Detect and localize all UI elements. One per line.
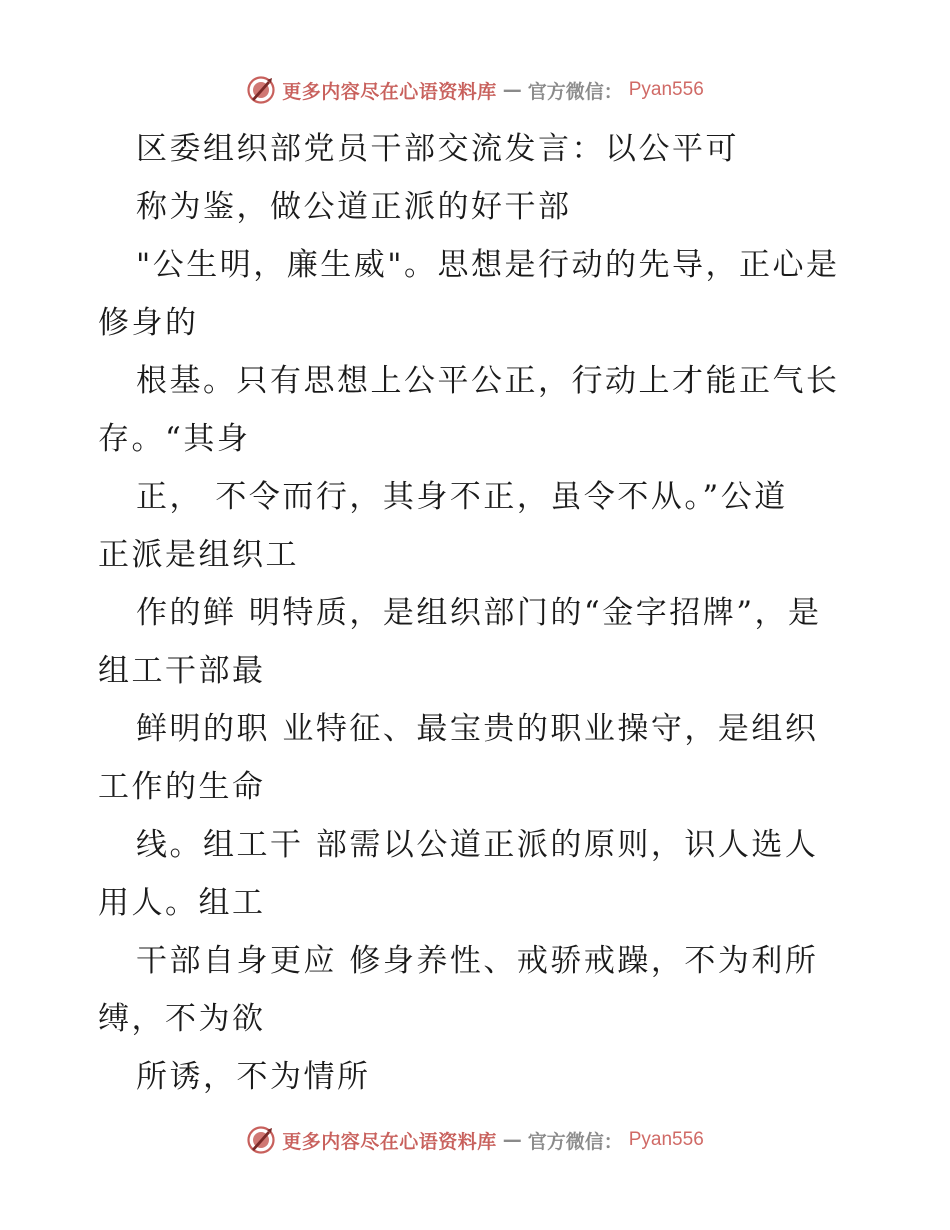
separator: —: [502, 1129, 522, 1151]
text-line: 线。组工干 部需以公道正派的原则，识人选人: [136, 827, 819, 863]
text-line: 工作的生命: [98, 769, 266, 805]
site-name: 更多内容尽在心语资料库: [282, 80, 497, 103]
footer-watermark[interactable]: [0, 1120, 950, 1160]
wechat-id: Pyan556: [628, 1129, 704, 1150]
separator: —: [502, 79, 522, 101]
text-line: 修身的: [98, 305, 199, 341]
site-name: 更多内容尽在心语资料库: [282, 1130, 497, 1153]
wechat-label: 官方微信：: [527, 1130, 623, 1153]
quill-seal-icon: [246, 75, 276, 105]
text-line: 作的鲜 明特质，是组织部门的“金字招牌”，是: [136, 595, 822, 631]
header-watermark[interactable]: [0, 70, 950, 110]
quill-seal-icon: [246, 1125, 276, 1155]
text-line: 缚，不为欲: [98, 1001, 266, 1037]
text-line: 组工干部最: [98, 653, 266, 689]
wechat-label: 官方微信：: [527, 80, 623, 103]
text-line: 正派是组织工: [98, 537, 299, 573]
text-line: 用人。组工: [98, 885, 266, 921]
text-line: 根基。只有思想上公平公正，行动上才能正气长: [136, 363, 840, 399]
text-line: 称为鉴，做公道正派的好干部: [136, 189, 572, 225]
document-body: [98, 120, 858, 1106]
text-line: "公生明，廉生威"。思想是行动的先导，正心是: [136, 247, 840, 283]
wechat-id: Pyan556: [628, 79, 704, 100]
text-line: 存。“其身: [98, 421, 251, 457]
text-line: 鲜明的职 业特征、最宝贵的职业操守，是组织: [136, 711, 819, 747]
text-line: 区委组织部党员干部交流发言：以公平可: [136, 131, 739, 167]
text-line: 正， 不令而行，其身不正，虽令不从。”公道: [136, 479, 788, 515]
text-line: 干部自身更应 修身养性、戒骄戒躁，不为利所: [136, 943, 819, 979]
text-line: 所诱，不为情所: [136, 1059, 371, 1095]
